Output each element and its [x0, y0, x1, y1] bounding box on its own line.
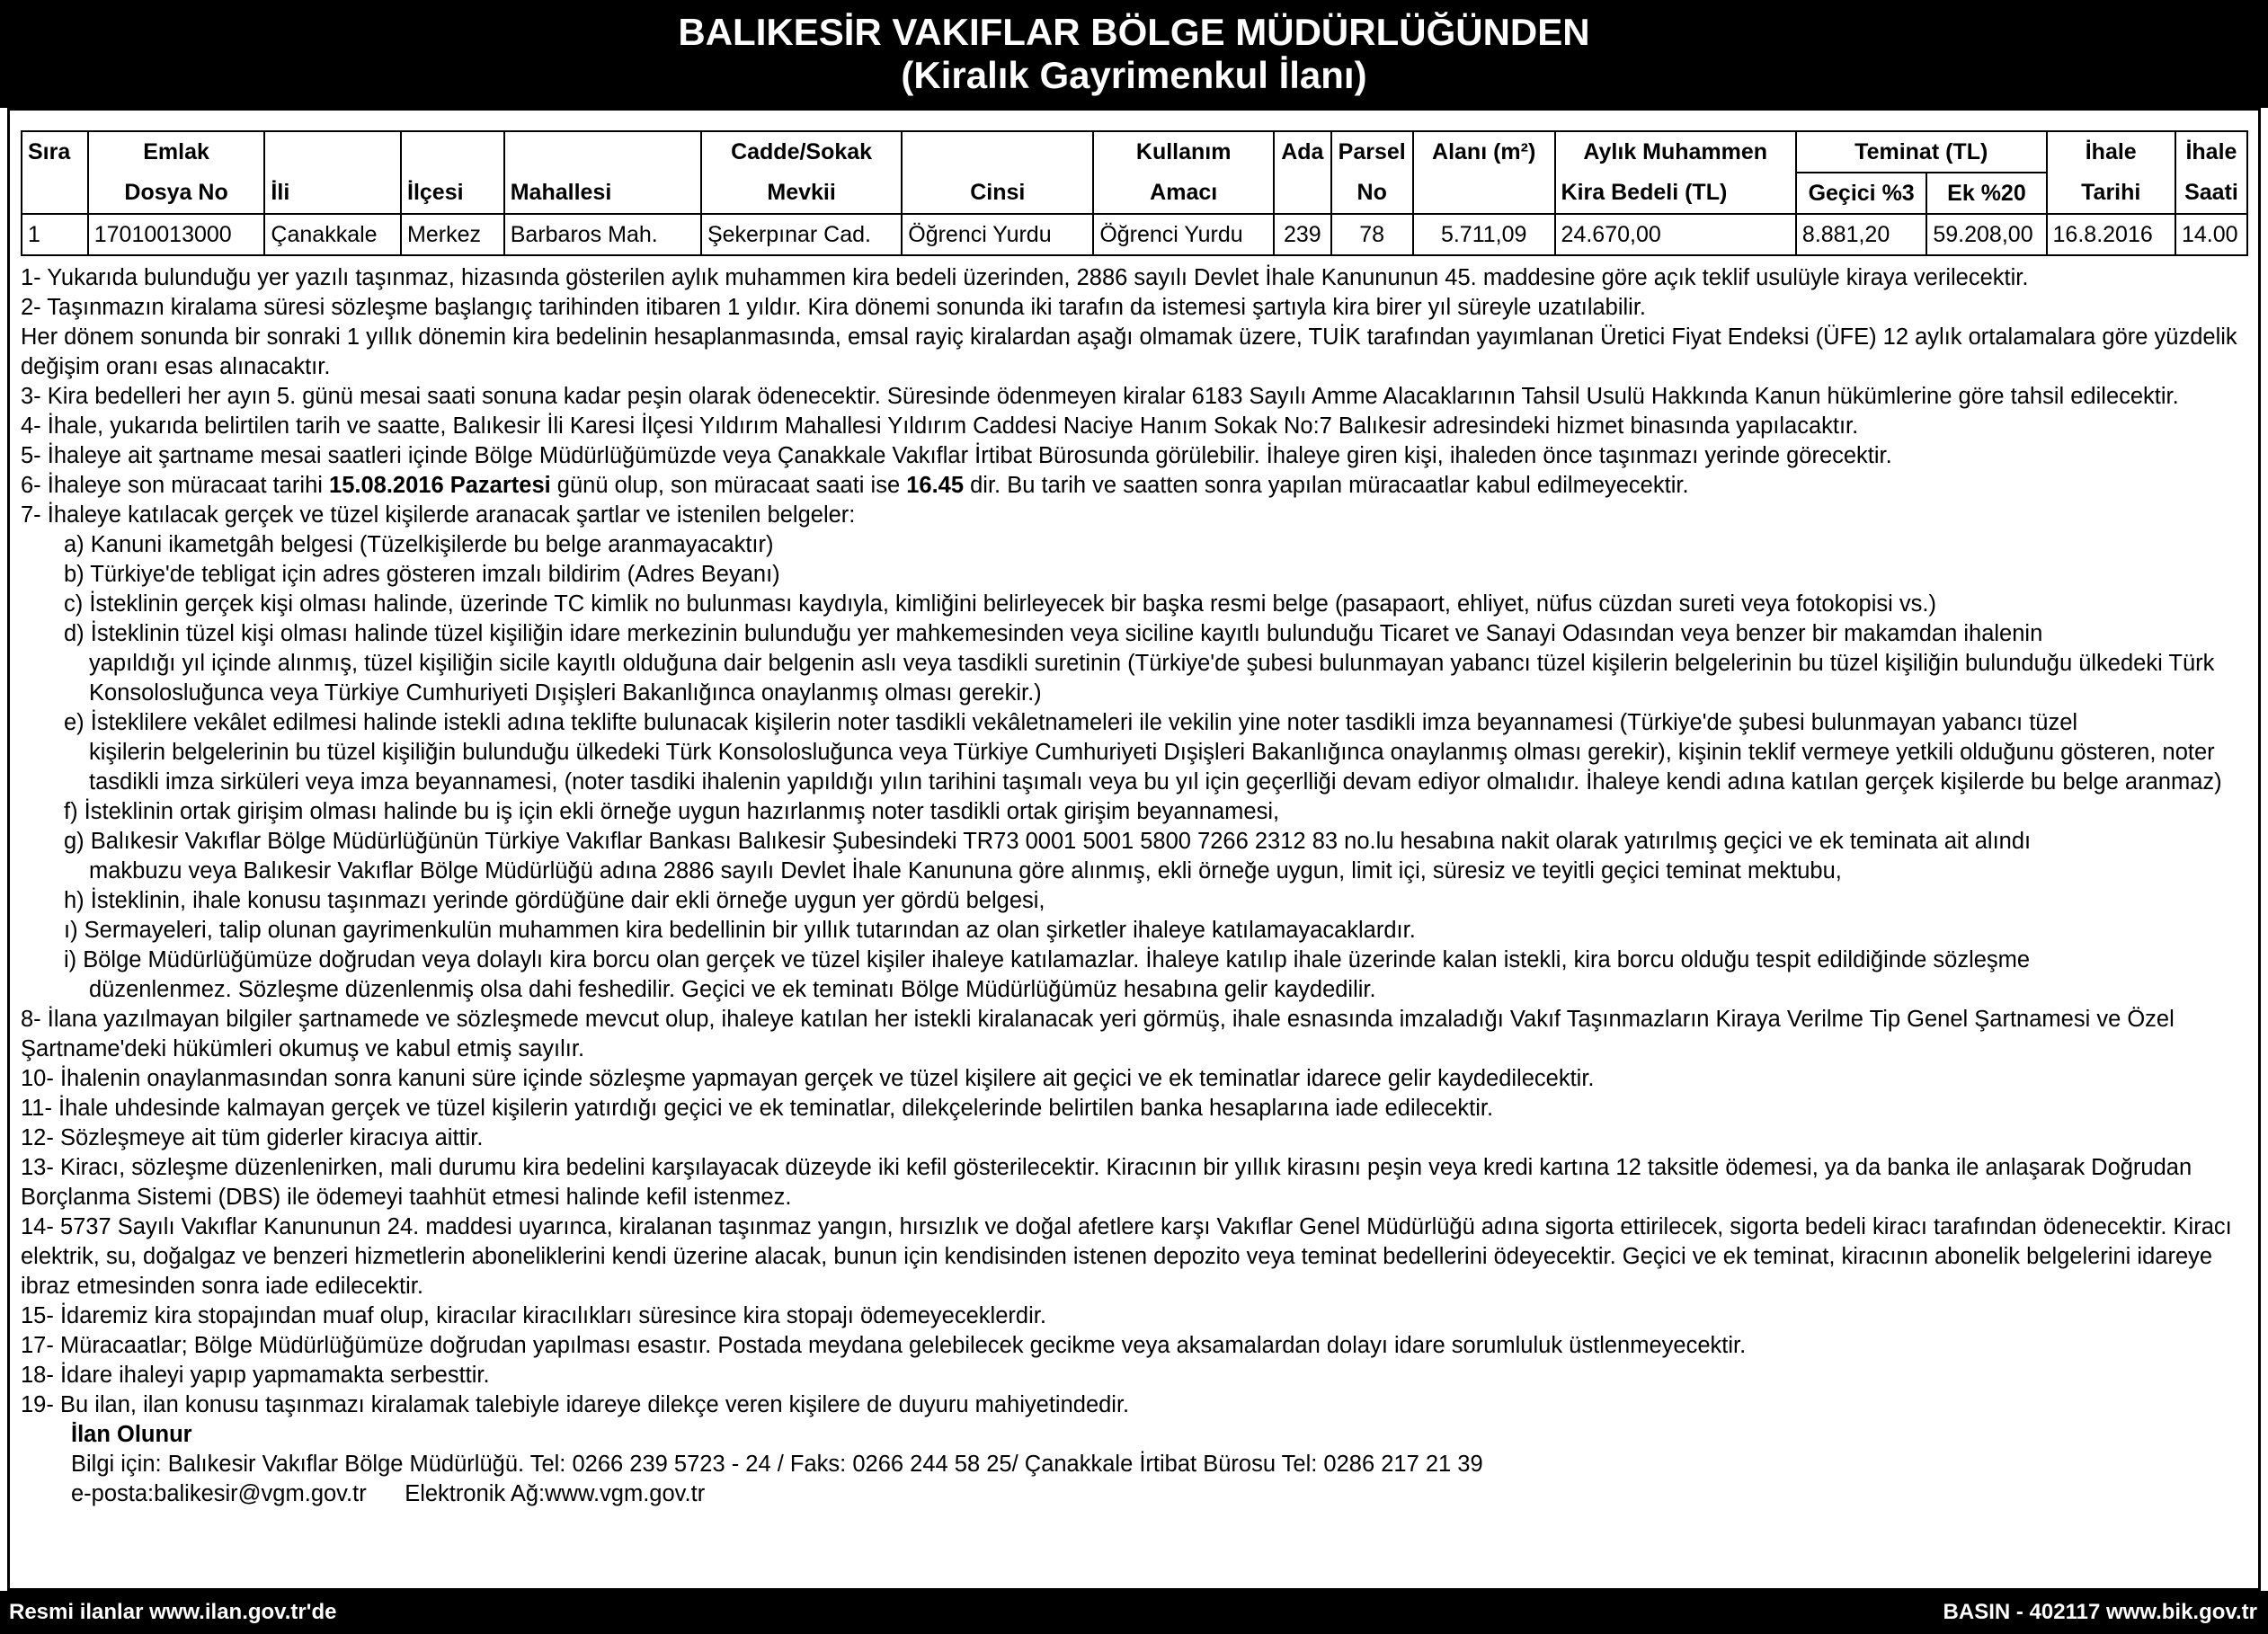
col-gecici: Geçici %3 [1796, 173, 1926, 214]
announcement-title: BALIKESİR VAKIFLAR BÖLGE MÜDÜRLÜĞÜNDEN [678, 11, 1590, 53]
col-ili: İli [264, 173, 401, 214]
term-12: 12- Sözleşmeye ait tüm giderler kiracıya aittir. [21, 1125, 484, 1150]
term-7-c: c) İsteklinin gerçek kişi olması halinde, üzerinde TC kimlik no bulunması kaydıyla, kimliğini belirleyecek bir başka resmi belge (pasapaort, ehliyet, nüfus cüzdan sureti veya fotokopisi vs.) [64, 591, 1936, 617]
term-13: 13- Kiracı, sözleşme düzenlenirken, mali durumu kira bedelini karşılayacak düzeyde iki kefil gösterilecektir. Kiracının bir yıllık kirasını peşin veya kredi kartına 12 taksitle ödemesi, ya da banka ile anlaşarak Doğrudan Borçlanma Sistemi (DBS) ile ödemeyi taahhüt etmesi halinde kefil istenmez. [21, 1155, 2192, 1210]
table-row [22, 214, 2247, 255]
col-sira: Sıra [22, 131, 88, 173]
col-alani: Alanı (m²) [1413, 131, 1555, 173]
cell-cinsi: Öğrenci Yurdu [902, 214, 1093, 255]
col-dosya-no: Dosya No [88, 173, 265, 214]
col-aylik: Aylık Muhammen [1555, 131, 1796, 173]
term-7-d: d) İsteklinin tüzel kişi olması halinde tüzel kişiliğin idare merkezinin bulunduğu yer mahkemesinden veya siciline kayıtlı bulunduğu Ticaret ve Sanayi Odasından veya benzer bir makamdan ihalenin [64, 621, 2043, 646]
col-mahallesi-top [504, 131, 701, 173]
property-table [21, 130, 2248, 256]
col-saati: Saati [2175, 173, 2247, 214]
col-ili-top [264, 131, 401, 173]
cell-dosya-no: 17010013000 [88, 214, 265, 255]
term-11: 11- İhale uhdesinde kalmayan gerçek ve tüzel kişilerin yatırdığı geçici ve ek teminatlar, dilekçelerinde belirtilen banka hesaplarına iade edilecektir. [21, 1096, 1494, 1121]
col-parsel: Parsel [1331, 131, 1413, 173]
term-7-f: f) İsteklinin ortak girişim olması halinde bu iş için ekli örneğe uygun hazırlanmış noter tasdikli ortak girişim beyannamesi, [64, 799, 1280, 824]
term-7-d-continued: yapıldığı yıl içinde alınmış, tüzel kişiliğin sicile kayıtlı olduğuna dair belgenin aslı veya tasdikli suretinin (Türkiye'de şubesi bulunmayan yabancı tüzel kişilerin belgelerinin bu tüzel kişiliğin bulunduğu ülkedeki Türk Konsolosluğunca veya Türkiye Cumhuriyeti Dışişleri Bakanlığınca onaylanmış olması gerekir.) [89, 651, 2215, 706]
announcement-subtitle: (Kiralık Gayrimenkul İlanı) [901, 54, 1367, 96]
col-cadde: Cadde/Sokak [701, 131, 902, 173]
col-no: No [1331, 173, 1413, 214]
col-ihale-saati-top: İhale [2175, 131, 2247, 173]
table-header-row-1 [22, 131, 2247, 173]
term-14: 14- 5737 Sayılı Vakıflar Kanununun 24. maddesi uyarınca, kiralanan taşınmaz yangın, hırsızlık ve doğal afetlere karşı Vakıflar Genel Müdürlüğü adına sigorta ettirilecek, sigorta bedeli kiracı tarafından ödenecektir. Kiracı elektrik, su, doğalgaz ve benzeri hizmetlerin aboneliklerini kendi üzerine alacak, bunun için kendisinden istenen depozito veya teminat bedellerini ödeyecektir. Geçici ve ek teminat, kiracının abonelik belgelerini idareye ibraz etmesinden sonra iade edilecektir. [21, 1214, 2232, 1299]
term-7: 7- İhaleye katılacak gerçek ve tüzel kişilerde aranacak şartlar ve istenilen belgeler: [21, 502, 856, 528]
term-7-h: h) İsteklinin, ihale konusu taşınmazı yerinde gördüğüne dair ekli örneğe uygun yer gördü belgesi, [64, 888, 1045, 913]
closing-block-ilan [21, 1420, 2250, 1450]
term-7-i-continued: düzenlenmez. Sözleşme düzenlenmiş olsa dahi feshedilir. Geçici ve ek teminatı Bölge Müdürlüğümüz hesabına gelir kaydedilir. [89, 977, 1376, 1002]
term-4: 4- İhale, yukarıda belirtilen tarih ve saatte, Balıkesir İli Karesi İlçesi Yıldırım Mahallesi Yıldırım Caddesi Naciye Hanım Sokak No:7 Balıkesir adresindeki hizmet binasında yapılacaktır. [21, 413, 1859, 439]
term-19: 19- Bu ilan, ilan konusu taşınmazı kiralamak talebiyle idareye dilekçe veren kişilere de duyuru mahiyetindedir. [21, 1392, 1130, 1417]
term-7-i: i) Bölge Müdürlüğümüze doğrudan veya dolaylı kira borcu olan gerçek ve tüzel kişiler ihaleye katılamazlar. İhaleye katılıp ihale üzerinde kalan istekli, kira borcu olduğu tespit edildiğinde sözleşme [64, 947, 2031, 972]
col-amaci: Amacı [1093, 173, 1274, 214]
col-sira-bottom [22, 173, 88, 214]
col-kullanim: Kullanım [1093, 131, 1274, 173]
col-alani-bottom [1413, 173, 1555, 214]
term-6 [21, 471, 2250, 501]
term-6-text-b: günü olup, son müracaat saati ise [550, 473, 907, 498]
ilan-olunur: İlan Olunur [71, 1422, 192, 1447]
deadline-time: 16.45 [906, 473, 965, 498]
term-6-text-c: dir. Bu tarih ve saatten sonra yapılan müracaatlar kabul edilmeyecektir. [964, 473, 1689, 498]
term-1: 1- Yukarıda bulunduğu yer yazılı taşınmaz, hizasında gösterilen aylık muhammen kira bedeli üzerinden, 2886 sayılı Devlet İhale Kanununun 45. maddesine göre açık teklif usulüyle kiraya verilecektir. [21, 265, 2029, 290]
cell-ada: 239 [1274, 214, 1331, 255]
cell-gecici: 8.881,20 [1796, 214, 1926, 255]
col-ada-bottom [1274, 173, 1331, 214]
col-ilcesi-top [401, 131, 504, 173]
term-18: 18- İdare ihaleyi yapıp yapmamakta serbesttir. [21, 1363, 490, 1388]
cell-kira-bedeli: 24.670,00 [1555, 214, 1796, 255]
col-ek: Ek %20 [1926, 173, 2046, 214]
term-7-b: b) Türkiye'de tebligat için adres gösteren imzalı bildirim (Adres Beyanı) [64, 562, 780, 587]
cell-amaci: Öğrenci Yurdu [1093, 214, 1274, 255]
cell-tarihi: 16.8.2016 [2047, 214, 2175, 255]
term-3: 3- Kira bedelleri her ayın 5. günü mesai saati sonuna kadar peşin olarak ödenecektir. Süresinde ödenmeyen kiralar 6183 Sayılı Amme Alacaklarının Tahsil Usulü Hakkında Kanun hükümlerine göre tahsil edilecektir. [21, 384, 2179, 409]
cell-cadde: Şekerpınar Cad. [701, 214, 902, 255]
term-2: 2- Taşınmazın kiralama süresi sözleşme başlangıç tarihinden itibaren 1 yıldır. Kira dönemi sonunda iki tarafın da istemesi şartıyla kira birer yıl süreyle uzatılabilir. [21, 295, 1647, 320]
cell-ilcesi: Merkez [401, 214, 504, 255]
term-7-e: e) İsteklilere vekâlet edilmesi halinde istekli adına teklifte bulunacak kişilerin noter tasdikli vekâletnameleri ile vekilin yine noter tasdikli imza beyannamesi (Türkiye'de şubesi bulunmayan yabancı tüzel [64, 710, 2078, 735]
term-5: 5- İhaleye ait şartname mesai saatleri içinde Bölge Müdürlüğümüzde veya Çanakkale Vakıflar İrtibat Bürosunda görülebilir. İhaleye giren kişi, ihaleden önce taşınmazı yerinde görecektir. [21, 443, 1892, 468]
announcement-body-frame [7, 108, 2261, 1591]
cell-parsel: 78 [1331, 214, 1413, 255]
col-emlak: Emlak [88, 131, 265, 173]
term-10: 10- İhalenin onaylanmasından sonra kanuni süre içinde sözleşme yapmayan gerçek ve tüzel kişilere ait geçici ve ek teminatlar idarece gelir kaydedilecektir. [21, 1066, 1595, 1091]
announcement-terms [21, 263, 2250, 1509]
term-7-g-continued: makbuzu veya Balıkesir Vakıflar Bölge Müdürlüğü adına 2886 sayılı Devlet İhale Kanununa göre alınmış, ekli örneğe uygun, limit içi, süresiz ve teyitli geçici teminat mektubu, [89, 858, 1842, 884]
term-7-e-continued: kişilerin belgelerinin bu tüzel kişiliğin bulunduğu ülkedeki Türk Konsolosluğunca veya Türkiye Cumhuriyeti Dışişleri Bakanlığınca onaylanmış olması gerekir), kişinin teklif vermeye yetkili olduğunu gösteren, noter tasdikli imza sirküleri veya imza beyannamesi, (noter tasdiki ihalenin yapıldığı yılın tarihini taşımalı veya bu yıl için geçerlliği devam ediyor olmalıdır. İhaleye kendi adına katılan gerçek kişilerde bu belge aranmaz) [89, 740, 2222, 795]
term-7-dotless-i: ı) Sermayeleri, talip olunan gayrimenkulün muhammen kira bedellinin bir yıllık tutarından az olan şirketler ihaleye katılamayacaklardır. [64, 918, 1416, 943]
table-header-row-2 [22, 173, 2247, 214]
term-7-g: g) Balıkesir Vakıflar Bölge Müdürlüğünün Türkiye Vakıflar Bankası Balıkesir Şubesindeki TR73 0001 5001 5800 7266 2312 83 no.lu hesabına nakit olarak yatırılmış geçici ve ek teminata ait alındı [64, 829, 2032, 854]
col-mahallesi: Mahallesi [504, 173, 701, 214]
term-7-a: a) Kanuni ikametgâh belgesi (Tüzelkişilerde bu belge aranmayacaktır) [64, 532, 774, 557]
footer-left-text: Resmi ilanlar www.ilan.gov.tr'de [9, 1600, 337, 1624]
footer-right-text: BASIN - 402117 www.bik.gov.tr [1943, 1600, 2257, 1624]
term-17: 17- Müracaatlar; Bölge Müdürlüğümüze doğrudan yapılması esastır. Postada meydana gelebilecek gecikme veya aksamalardan dolayı idare sorumluluk üstlenmeyecektir. [21, 1333, 1747, 1358]
term-2-continued: Her dönem sonunda bir sonraki 1 yıllık dönemin kira bedelinin hesaplanmasında, emsal rayiç kiralardan aşağı olmamak üzere, TUİK tarafından yayımlanan Üretici Fiyat Endeksi (ÜFE) 12 aylık ortalamalara göre yüzdelik değişim oranı esas alınacaktır. [21, 324, 2237, 379]
col-mevkii: Mevkii [701, 173, 902, 214]
cell-ek: 59.208,00 [1926, 214, 2046, 255]
col-ada: Ada [1274, 131, 1331, 173]
cell-saati: 14.00 [2175, 214, 2247, 255]
col-cinsi: Cinsi [902, 173, 1093, 214]
col-tarihi: Tarihi [2047, 173, 2175, 214]
col-cinsi-top [902, 131, 1093, 173]
deadline-date: 15.08.2016 Pazartesi [329, 473, 551, 498]
col-teminat: Teminat (TL) [1796, 131, 2047, 173]
col-kira-bedeli: Kira Bedeli (TL) [1555, 173, 1796, 214]
header-banner [0, 0, 2268, 108]
col-ilcesi: İlçesi [401, 173, 504, 214]
footer-bar [0, 1591, 2268, 1634]
term-6-text-a: 6- İhaleye son müracaat tarihi [21, 473, 330, 498]
term-15: 15- İdaremiz kira stopajından muaf olup, kiracılar kiracılıkları süresince kira stopajı ödemeyeceklerdir. [21, 1303, 1046, 1328]
cell-ili: Çanakkale [264, 214, 401, 255]
cell-sira: 1 [22, 214, 88, 255]
cell-alani: 5.711,09 [1413, 214, 1555, 255]
contact-web: e-posta:balikesir@vgm.gov.tr Elektronik Ağ:www.vgm.gov.tr [71, 1481, 706, 1506]
contact-info: Bilgi için: Balıkesir Vakıflar Bölge Müdürlüğü. Tel: 0266 239 5723 - 24 / Faks: 0266 244 58 25/ Çanakkale İrtibat Bürosu Tel: 0286 217 21 39 [71, 1452, 1483, 1477]
cell-mahallesi: Barbaros Mah. [504, 214, 701, 255]
term-8: 8- İlana yazılmayan bilgiler şartnamede ve sözleşmede mevcut olup, ihaleye katılan her istekli kiralanacak yeri görmüş, ihale esnasında imzaladığı Vakıf Taşınmazların Kiraya Verilme Tip Genel Şartnamesi ve Özel Şartname'deki hükümleri okumuş ve kabul etmiş sayılır. [21, 1007, 2175, 1061]
col-ihale-tarihi-top: İhale [2047, 131, 2175, 173]
